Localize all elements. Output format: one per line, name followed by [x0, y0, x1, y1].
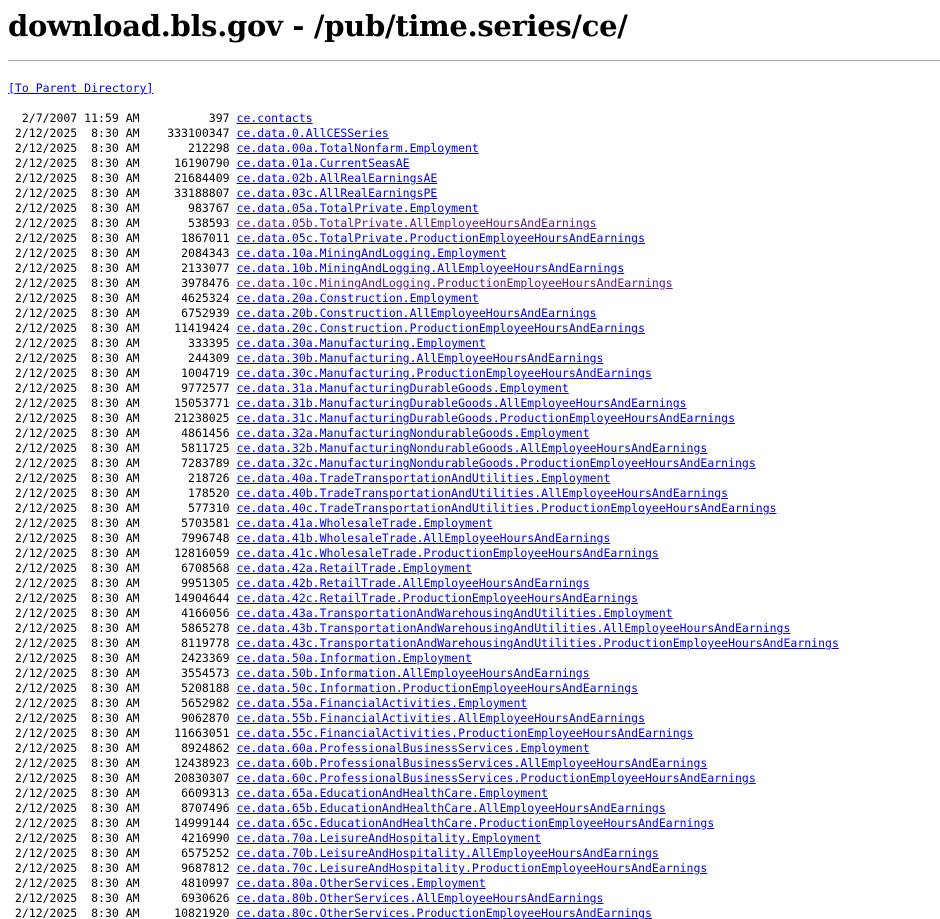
file-time: 8:30 AM — [77, 441, 140, 455]
file-size: 8119778 — [139, 636, 230, 650]
file-link[interactable]: ce.data.30a.Manufacturing.Employment — [236, 336, 486, 350]
file-time: 11:59 AM — [77, 111, 140, 125]
file-time: 8:30 AM — [77, 771, 140, 785]
file-size: 4861456 — [139, 426, 230, 440]
file-link[interactable]: ce.data.80c.OtherServices.ProductionEmployeeHoursAndEarnings — [236, 906, 652, 919]
file-date: 2/12/2025 — [8, 546, 78, 560]
listing-row — [8, 396, 839, 411]
file-link[interactable]: ce.data.43a.TransportationAndWarehousingAndUtilities.Employment — [236, 606, 673, 620]
file-link[interactable]: ce.data.80b.OtherServices.AllEmployeeHoursAndEarnings — [236, 891, 604, 905]
file-time: 8:30 AM — [77, 291, 140, 305]
file-size: 1004719 — [139, 366, 230, 380]
file-date: 2/12/2025 — [8, 306, 78, 320]
file-size: 6575252 — [139, 846, 230, 860]
listing-row — [8, 786, 839, 801]
file-time: 8:30 AM — [77, 141, 140, 155]
file-date: 2/12/2025 — [8, 186, 78, 200]
listing-row — [8, 861, 839, 876]
file-date: 2/12/2025 — [8, 246, 78, 260]
file-size: 6708568 — [139, 561, 230, 575]
file-size: 333100347 — [139, 126, 230, 140]
file-time: 8:30 AM — [77, 876, 140, 890]
file-date: 2/12/2025 — [8, 846, 78, 860]
file-time: 8:30 AM — [77, 651, 140, 665]
file-date: 2/12/2025 — [8, 291, 78, 305]
file-size: 178520 — [139, 486, 230, 500]
file-date: 2/12/2025 — [8, 516, 78, 530]
file-date: 2/12/2025 — [8, 471, 78, 485]
file-link[interactable]: ce.data.30c.Manufacturing.ProductionEmployeeHoursAndEarnings — [236, 366, 652, 380]
file-link[interactable]: ce.data.31a.ManufacturingDurableGoods.Employment — [236, 381, 569, 395]
listing-row — [8, 591, 839, 606]
listing-row — [8, 426, 839, 441]
file-time: 8:30 AM — [77, 201, 140, 215]
page-title: download.bls.gov - /pub/time.series/ce/ — [8, 9, 628, 43]
listing-row — [8, 711, 839, 726]
file-size: 8707496 — [139, 801, 230, 815]
file-link[interactable]: ce.data.02b.AllRealEarningsAE — [236, 171, 438, 185]
parent-directory-link[interactable]: [To Parent Directory] — [8, 81, 154, 95]
file-time: 8:30 AM — [77, 741, 140, 755]
file-time: 8:30 AM — [77, 621, 140, 635]
file-time: 8:30 AM — [77, 351, 140, 365]
listing-row — [8, 696, 839, 711]
file-date: 2/12/2025 — [8, 711, 78, 725]
listing-row — [8, 291, 839, 306]
file-date: 2/12/2025 — [8, 741, 78, 755]
file-link[interactable]: ce.data.65b.EducationAndHealthCare.AllEmployeeHoursAndEarnings — [236, 801, 666, 815]
listing-row — [8, 681, 839, 696]
file-date: 2/12/2025 — [8, 201, 78, 215]
listing-row — [8, 501, 839, 516]
listing-row — [8, 171, 839, 186]
listing-row — [8, 906, 839, 919]
listing-row — [8, 261, 839, 276]
file-link[interactable]: ce.data.55a.FinancialActivities.Employment — [236, 696, 528, 710]
file-time: 8:30 AM — [77, 246, 140, 260]
file-link[interactable]: ce.data.65c.EducationAndHealthCare.ProductionEmployeeHoursAndEarnings — [236, 816, 715, 830]
listing-row — [8, 336, 839, 351]
file-date: 2/12/2025 — [8, 171, 78, 185]
file-time: 8:30 AM — [77, 411, 140, 425]
listing-row — [8, 486, 839, 501]
file-time: 8:30 AM — [77, 171, 140, 185]
file-link[interactable]: ce.data.42c.RetailTrade.ProductionEmployeeHoursAndEarnings — [236, 591, 639, 605]
file-time: 8:30 AM — [77, 711, 140, 725]
file-size: 333395 — [139, 336, 230, 350]
file-date: 2/12/2025 — [8, 591, 78, 605]
file-link[interactable]: ce.data.05a.TotalPrivate.Employment — [236, 201, 479, 215]
file-size: 21684409 — [139, 171, 230, 185]
file-link[interactable]: ce.data.60a.ProfessionalBusinessServices.Employment — [236, 741, 590, 755]
file-link[interactable]: ce.data.32b.ManufacturingNondurableGoods.AllEmployeeHoursAndEarnings — [236, 441, 708, 455]
file-date: 2/12/2025 — [8, 681, 78, 695]
file-size: 7996748 — [139, 531, 230, 545]
file-date: 2/12/2025 — [8, 621, 78, 635]
file-size: 9062870 — [139, 711, 230, 725]
file-time: 8:30 AM — [77, 516, 140, 530]
file-size: 5703581 — [139, 516, 230, 530]
listing-row — [8, 186, 839, 201]
divider — [8, 60, 940, 61]
file-time: 8:30 AM — [77, 471, 140, 485]
listing-row — [8, 141, 839, 156]
file-date: 2/12/2025 — [8, 696, 78, 710]
file-time: 8:30 AM — [77, 546, 140, 560]
file-size: 12816059 — [139, 546, 230, 560]
file-link[interactable]: ce.data.20c.Construction.ProductionEmployeeHoursAndEarnings — [236, 321, 646, 335]
file-time: 8:30 AM — [77, 861, 140, 875]
file-size: 4625324 — [139, 291, 230, 305]
file-size: 11419424 — [139, 321, 230, 335]
file-time: 8:30 AM — [77, 846, 140, 860]
file-date: 2/12/2025 — [8, 321, 78, 335]
file-time: 8:30 AM — [77, 186, 140, 200]
file-size: 2133077 — [139, 261, 230, 275]
file-link[interactable]: ce.data.32c.ManufacturingNondurableGoods.ProductionEmployeeHoursAndEarnings — [236, 456, 756, 470]
file-date: 2/12/2025 — [8, 831, 78, 845]
file-link[interactable]: ce.data.10c.MiningAndLogging.ProductionEmployeeHoursAndEarnings — [236, 276, 673, 290]
file-size: 16190790 — [139, 156, 230, 170]
listing-row — [8, 666, 839, 681]
file-time: 8:30 AM — [77, 666, 140, 680]
file-date: 2/12/2025 — [8, 606, 78, 620]
listing-row — [8, 621, 839, 636]
file-link[interactable]: ce.data.60b.ProfessionalBusinessServices.AllEmployeeHoursAndEarnings — [236, 756, 708, 770]
file-size: 6609313 — [139, 786, 230, 800]
file-link[interactable]: ce.data.03c.AllRealEarningsPE — [236, 186, 438, 200]
file-size: 12438923 — [139, 756, 230, 770]
listing-row — [8, 411, 839, 426]
file-link[interactable]: ce.data.05c.TotalPrivate.ProductionEmployeeHoursAndEarnings — [236, 231, 646, 245]
file-time: 8:30 AM — [77, 426, 140, 440]
listing-row — [8, 651, 839, 666]
file-date: 2/12/2025 — [8, 261, 78, 275]
file-size: 5652982 — [139, 696, 230, 710]
file-size: 1867011 — [139, 231, 230, 245]
file-time: 8:30 AM — [77, 696, 140, 710]
file-time: 8:30 AM — [77, 276, 140, 290]
listing-row — [8, 321, 839, 336]
file-link[interactable]: ce.data.10b.MiningAndLogging.AllEmployeeHoursAndEarnings — [236, 261, 625, 275]
file-time: 8:30 AM — [77, 531, 140, 545]
file-time: 8:30 AM — [77, 801, 140, 815]
file-date: 2/12/2025 — [8, 381, 78, 395]
file-time: 8:30 AM — [77, 831, 140, 845]
file-size: 3554573 — [139, 666, 230, 680]
file-size: 7283789 — [139, 456, 230, 470]
file-date: 2/12/2025 — [8, 336, 78, 350]
file-date: 2/12/2025 — [8, 651, 78, 665]
file-size: 577310 — [139, 501, 230, 515]
file-size: 5865278 — [139, 621, 230, 635]
file-time: 8:30 AM — [77, 681, 140, 695]
file-link[interactable]: ce.data.41a.WholesaleTrade.Employment — [236, 516, 493, 530]
file-date: 2/12/2025 — [8, 771, 78, 785]
file-date: 2/12/2025 — [8, 411, 78, 425]
file-link[interactable]: ce.data.65a.EducationAndHealthCare.Employment — [236, 786, 549, 800]
file-link[interactable]: ce.data.70c.LeisureAndHospitality.ProductionEmployeeHoursAndEarnings — [236, 861, 708, 875]
file-time: 8:30 AM — [77, 726, 140, 740]
file-size: 15053771 — [139, 396, 230, 410]
listing-row — [8, 156, 839, 171]
file-link[interactable]: ce.data.0.AllCESSeries — [236, 126, 389, 140]
file-link[interactable]: ce.data.70b.LeisureAndHospitality.AllEmployeeHoursAndEarnings — [236, 846, 659, 860]
file-date: 2/12/2025 — [8, 366, 78, 380]
file-size: 5208188 — [139, 681, 230, 695]
listing-row — [8, 111, 839, 126]
file-size: 218726 — [139, 471, 230, 485]
file-link[interactable]: ce.data.43c.TransportationAndWarehousingAndUtilities.ProductionEmployeeHoursAndEarnings — [236, 636, 839, 650]
listing-row — [8, 846, 839, 861]
file-time: 8:30 AM — [77, 606, 140, 620]
file-link[interactable]: ce.data.41b.WholesaleTrade.AllEmployeeHoursAndEarnings — [236, 531, 611, 545]
file-date: 2/12/2025 — [8, 636, 78, 650]
file-time: 8:30 AM — [77, 501, 140, 515]
listing-row — [8, 276, 839, 291]
file-time: 8:30 AM — [77, 591, 140, 605]
file-link[interactable]: ce.data.31c.ManufacturingDurableGoods.ProductionEmployeeHoursAndEarnings — [236, 411, 736, 425]
file-time: 8:30 AM — [77, 576, 140, 590]
file-date: 2/12/2025 — [8, 561, 78, 575]
listing-row — [8, 546, 839, 561]
file-size: 4216990 — [139, 831, 230, 845]
listing-row — [8, 231, 839, 246]
file-size: 538593 — [139, 216, 230, 230]
file-link[interactable]: ce.data.32a.ManufacturingNondurableGoods.Employment — [236, 426, 590, 440]
listing-row — [8, 636, 839, 651]
file-date: 2/12/2025 — [8, 861, 78, 875]
listing-row — [8, 831, 839, 846]
file-link[interactable]: ce.data.70a.LeisureAndHospitality.Employment — [236, 831, 542, 845]
listing-row — [8, 381, 839, 396]
file-date: 2/7/2007 — [8, 111, 78, 125]
file-date: 2/12/2025 — [8, 156, 78, 170]
file-link[interactable]: ce.data.00a.TotalNonfarm.Employment — [236, 141, 479, 155]
file-size: 244309 — [139, 351, 230, 365]
listing-row — [8, 456, 839, 471]
file-time: 8:30 AM — [77, 306, 140, 320]
file-link[interactable]: ce.data.50b.Information.AllEmployeeHoursAndEarnings — [236, 666, 590, 680]
file-time: 8:30 AM — [77, 456, 140, 470]
file-date: 2/12/2025 — [8, 276, 78, 290]
file-time: 8:30 AM — [77, 156, 140, 170]
file-listing — [8, 111, 839, 919]
file-link[interactable]: ce.data.60c.ProfessionalBusinessServices.ProductionEmployeeHoursAndEarnings — [236, 771, 756, 785]
file-size: 4166056 — [139, 606, 230, 620]
file-time: 8:30 AM — [77, 261, 140, 275]
file-date: 2/12/2025 — [8, 141, 78, 155]
file-date: 2/12/2025 — [8, 786, 78, 800]
file-date: 2/12/2025 — [8, 441, 78, 455]
file-size: 2423369 — [139, 651, 230, 665]
file-date: 2/12/2025 — [8, 816, 78, 830]
listing-row — [8, 876, 839, 891]
listing-row — [8, 441, 839, 456]
listing-row — [8, 891, 839, 906]
file-time: 8:30 AM — [77, 321, 140, 335]
file-time: 8:30 AM — [77, 396, 140, 410]
listing-row — [8, 801, 839, 816]
listing-row — [8, 351, 839, 366]
listing-row — [8, 756, 839, 771]
file-date: 2/12/2025 — [8, 351, 78, 365]
file-date: 2/12/2025 — [8, 756, 78, 770]
file-time: 8:30 AM — [77, 561, 140, 575]
file-size: 6752939 — [139, 306, 230, 320]
file-link[interactable]: ce.data.30b.Manufacturing.AllEmployeeHoursAndEarnings — [236, 351, 604, 365]
listing-row — [8, 126, 839, 141]
file-size: 11663051 — [139, 726, 230, 740]
file-date: 2/12/2025 — [8, 396, 78, 410]
file-link[interactable]: ce.data.55b.FinancialActivities.AllEmployeeHoursAndEarnings — [236, 711, 646, 725]
listing-row — [8, 366, 839, 381]
file-date: 2/12/2025 — [8, 891, 78, 905]
file-size: 397 — [139, 111, 230, 125]
file-time: 8:30 AM — [77, 816, 140, 830]
file-date: 2/12/2025 — [8, 486, 78, 500]
listing-row — [8, 816, 839, 831]
file-size: 9951305 — [139, 576, 230, 590]
file-date: 2/12/2025 — [8, 126, 78, 140]
file-date: 2/12/2025 — [8, 726, 78, 740]
file-link[interactable]: ce.data.42a.RetailTrade.Employment — [236, 561, 472, 575]
listing-row — [8, 771, 839, 786]
file-date: 2/12/2025 — [8, 906, 78, 919]
listing-row — [8, 726, 839, 741]
listing-row — [8, 216, 839, 231]
listing-row — [8, 201, 839, 216]
listing-row — [8, 516, 839, 531]
file-date: 2/12/2025 — [8, 426, 78, 440]
file-size: 2084343 — [139, 246, 230, 260]
file-time: 8:30 AM — [77, 216, 140, 230]
file-size: 3978476 — [139, 276, 230, 290]
file-size: 9687812 — [139, 861, 230, 875]
file-link[interactable]: ce.data.80a.OtherServices.Employment — [236, 876, 486, 890]
listing-row — [8, 471, 839, 486]
parent-directory-row — [8, 81, 153, 96]
file-link[interactable]: ce.data.01a.CurrentSeasAE — [236, 156, 410, 170]
file-link[interactable]: ce.data.55c.FinancialActivities.ProductionEmployeeHoursAndEarnings — [236, 726, 694, 740]
file-date: 2/12/2025 — [8, 801, 78, 815]
file-link[interactable]: ce.data.05b.TotalPrivate.AllEmployeeHoursAndEarnings — [236, 216, 597, 230]
file-time: 8:30 AM — [77, 366, 140, 380]
file-time: 8:30 AM — [77, 636, 140, 650]
file-size: 5811725 — [139, 441, 230, 455]
file-size: 6930626 — [139, 891, 230, 905]
file-link[interactable]: ce.data.20b.Construction.AllEmployeeHoursAndEarnings — [236, 306, 597, 320]
file-size: 33188807 — [139, 186, 230, 200]
file-size: 21238025 — [139, 411, 230, 425]
file-date: 2/12/2025 — [8, 231, 78, 245]
file-time: 8:30 AM — [77, 891, 140, 905]
file-link[interactable]: ce.data.50c.Information.ProductionEmployeeHoursAndEarnings — [236, 681, 639, 695]
file-link[interactable]: ce.data.41c.WholesaleTrade.ProductionEmployeeHoursAndEarnings — [236, 546, 659, 560]
file-date: 2/12/2025 — [8, 576, 78, 590]
file-time: 8:30 AM — [77, 756, 140, 770]
file-size: 14999144 — [139, 816, 230, 830]
listing-row — [8, 576, 839, 591]
file-size: 14904644 — [139, 591, 230, 605]
file-link[interactable]: ce.data.10a.MiningAndLogging.Employment — [236, 246, 507, 260]
file-time: 8:30 AM — [77, 231, 140, 245]
file-link[interactable]: ce.data.31b.ManufacturingDurableGoods.AllEmployeeHoursAndEarnings — [236, 396, 687, 410]
file-size: 20830307 — [139, 771, 230, 785]
listing-row — [8, 561, 839, 576]
file-date: 2/12/2025 — [8, 531, 78, 545]
listing-row — [8, 306, 839, 321]
file-size: 9772577 — [139, 381, 230, 395]
file-date: 2/12/2025 — [8, 666, 78, 680]
listing-row — [8, 606, 839, 621]
file-link[interactable]: ce.data.40c.TradeTransportationAndUtilities.ProductionEmployeeHoursAndEarnings — [236, 501, 777, 515]
file-time: 8:30 AM — [77, 126, 140, 140]
listing-row — [8, 531, 839, 546]
file-link[interactable]: ce.data.40a.TradeTransportationAndUtilities.Employment — [236, 471, 611, 485]
listing-row — [8, 741, 839, 756]
file-time: 8:30 AM — [77, 381, 140, 395]
file-time: 8:30 AM — [77, 336, 140, 350]
file-size: 8924862 — [139, 741, 230, 755]
file-date: 2/12/2025 — [8, 501, 78, 515]
file-size: 10821920 — [139, 906, 230, 919]
file-time: 8:30 AM — [77, 486, 140, 500]
file-date: 2/12/2025 — [8, 876, 78, 890]
file-link[interactable]: ce.contacts — [236, 111, 313, 125]
file-link[interactable]: ce.data.50a.Information.Employment — [236, 651, 472, 665]
file-link[interactable]: ce.data.40b.TradeTransportationAndUtilities.AllEmployeeHoursAndEarnings — [236, 486, 729, 500]
listing-row — [8, 246, 839, 261]
file-link[interactable]: ce.data.43b.TransportationAndWarehousingAndUtilities.AllEmployeeHoursAndEarnings — [236, 621, 791, 635]
file-size: 4810997 — [139, 876, 230, 890]
file-time: 8:30 AM — [77, 906, 140, 919]
file-link[interactable]: ce.data.42b.RetailTrade.AllEmployeeHoursAndEarnings — [236, 576, 590, 590]
file-date: 2/12/2025 — [8, 216, 78, 230]
file-size: 983767 — [139, 201, 230, 215]
file-date: 2/12/2025 — [8, 456, 78, 470]
file-time: 8:30 AM — [77, 786, 140, 800]
file-size: 212298 — [139, 141, 230, 155]
file-link[interactable]: ce.data.20a.Construction.Employment — [236, 291, 479, 305]
